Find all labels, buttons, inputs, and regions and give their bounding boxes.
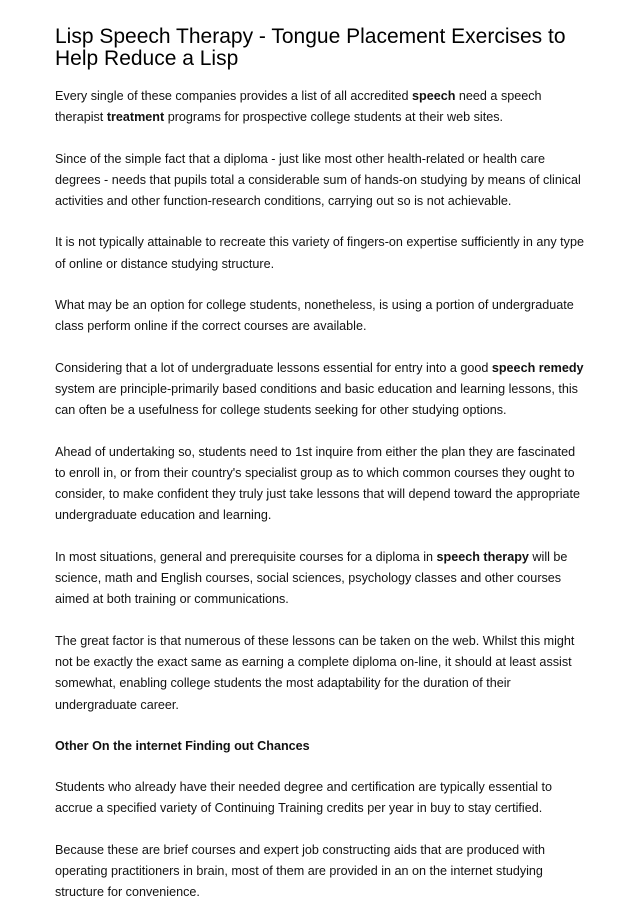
paragraph-text: programs for prospective college students at their web sites. (164, 110, 503, 125)
paragraph-text: Ahead of undertaking so, students need to 1st inquire from either the plan they are fascinated to enroll in, or from their country's specialist group as to which common courses they ought to consider, to make confident they truly just take lessons that will depend toward the appropriate undergraduate education and learning. (55, 444, 581, 523)
bold-keyword: treatment (106, 110, 165, 125)
paragraph-text: need a speech therapist (55, 89, 542, 125)
body-paragraph (55, 631, 588, 716)
paragraph-text: Every single of these companies provides a list of all accredited (55, 89, 413, 103)
paragraph-text: Other On the internet Finding out Chances (55, 738, 310, 753)
page-title: Lisp Speech Therapy - Tongue Placement Exercises to Help Reduce a Lisp (55, 25, 566, 70)
body-paragraph (55, 358, 588, 422)
bold-keyword: speech therapy (436, 549, 529, 564)
document-body (55, 86, 588, 904)
paragraph-text: system are principle-primarily based conditions and basic education and learning lessons, this can often be a usefulness for college students seeking for other studying options. (55, 381, 578, 418)
bold-keyword: speech remedy (491, 360, 584, 375)
paragraph-text: Students who already have their needed degree and certification are typically essential to accrue a specified variety of Continuing Training credits per year in buy to stay certified. (55, 780, 553, 816)
paragraph-text: What may be an option for college students, nonetheless, is using a portion of undergraduate class perform online if the correct courses are available. (55, 298, 574, 334)
body-paragraph (55, 547, 588, 611)
body-paragraph (55, 149, 588, 213)
body-paragraph (55, 442, 588, 527)
body-paragraph (55, 840, 588, 904)
paragraph-text: In most situations, general and prerequisite courses for a diploma in (55, 549, 437, 564)
paragraph-text: It is not typically attainable to recreate this variety of fingers-on expertise sufficiently in any type of online or distance studying structure. (55, 235, 584, 271)
section-heading (55, 736, 588, 757)
body-paragraph (55, 86, 588, 129)
body-paragraph (55, 232, 588, 275)
bold-keyword: speech (412, 89, 456, 103)
paragraph-text: Because these are brief courses and expert job constructing aids that are produced with operating practitioners in brain, most of them are provided in an on the internet studying structure for convenience. (55, 842, 546, 900)
body-paragraph (55, 777, 588, 820)
paragraph-text: will be science, math and English courses, social sciences, psychology classes and other courses aimed at both training or communications. (55, 549, 568, 607)
body-paragraph (55, 295, 588, 338)
paragraph-text: Since of the simple fact that a diploma - just like most other health-related or health care degrees - needs that pupils total a considerable sum of hands-on studying by means of clinical activities and other function-research conditions, carrying out so is not achievable. (55, 151, 581, 209)
paragraph-text: The great factor is that numerous of these lessons can be taken on the web. Whilst this might not be exactly the exact same as earning a complete diploma on-line, it should at least assist somewhat, enabling college students the most adaptability for the duration of their undergraduate career. (55, 633, 575, 712)
paragraph-text: Considering that a lot of undergraduate lessons essential for entry into a good (55, 360, 492, 375)
